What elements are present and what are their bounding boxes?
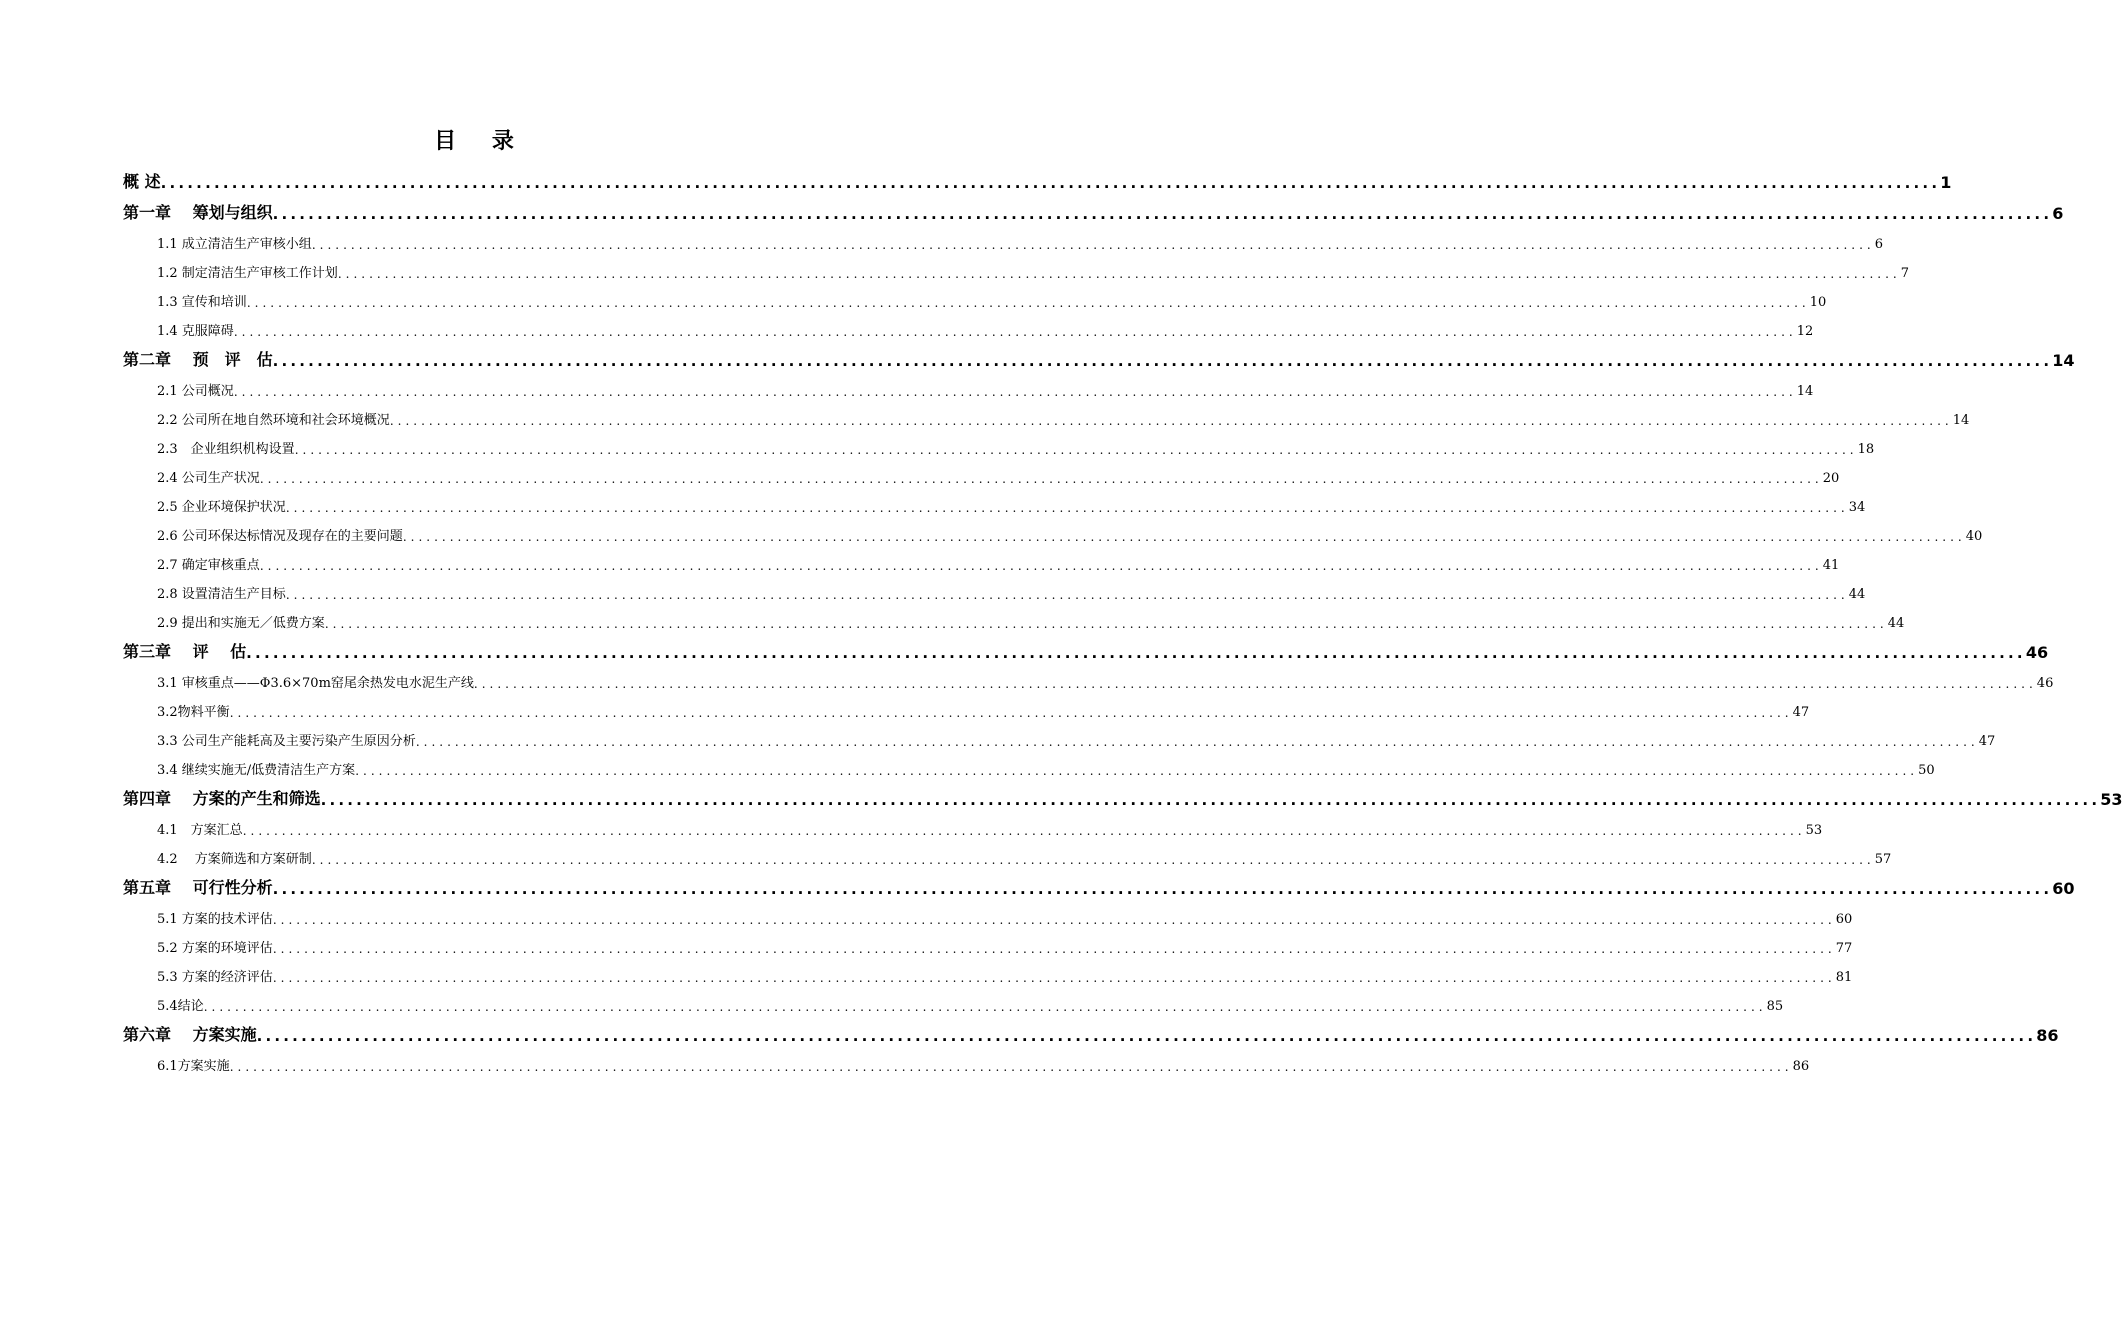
- toc-leader-dots: ........................................................................................................................................................................................................: [324, 617, 1888, 631]
- toc-chapter-entry[interactable]: [123, 778, 2123, 809]
- toc-leader-dots: ........................................................................................................................................................................................................: [272, 913, 1836, 927]
- toc-page-number: 86: [1792, 1059, 1810, 1074]
- toc-leader-dots: ........................................................................................................................................................................................................: [272, 942, 1836, 956]
- toc-leader-dots: ........................................................................................................................................................................................................: [246, 296, 1810, 310]
- toc-section-entry[interactable]: [123, 691, 1810, 720]
- toc-page-number: 46: [2025, 643, 2049, 662]
- toc-entry-label: 1.4 克服障碍: [157, 324, 234, 339]
- toc-chapter-entry[interactable]: [123, 1014, 2059, 1045]
- toc-leader-dots: ........................................................................................................................................................................................................: [294, 443, 1858, 457]
- toc-section-entry[interactable]: [123, 838, 1892, 867]
- toc-leader-dots: ........................................................................................................................................................................................................: [229, 1060, 1793, 1074]
- toc-entry-label: 5.3 方案的经济评估: [157, 970, 273, 985]
- toc-section-entry[interactable]: [123, 985, 1784, 1014]
- toc-entry-label: 2.4 公司生产状况: [157, 471, 260, 486]
- toc-page-number: 20: [1822, 471, 1840, 486]
- toc-entry-label: 2.9 提出和实施无／低费方案: [157, 616, 325, 631]
- toc-entry-label: 2.7 确定审核重点: [157, 558, 260, 573]
- toc-entry-label: 5.4结论: [157, 999, 204, 1014]
- toc-page-number: 60: [1835, 912, 1853, 927]
- toc-section-entry[interactable]: [123, 457, 1840, 486]
- toc-leader-dots: ........................................................................................................................................................................................................: [160, 174, 1941, 192]
- toc-entry-label: 2.2 公司所在地自然环境和社会环境概况: [157, 413, 390, 428]
- toc-entry-label: 5.2 方案的环境评估: [157, 941, 273, 956]
- toc-entry-label: 第四章 方案的产生和筛选: [123, 789, 321, 808]
- toc-chapter-entry[interactable]: [123, 867, 2075, 898]
- toc-section-entry[interactable]: [123, 662, 2054, 691]
- toc-page-number: 86: [2036, 1026, 2059, 1045]
- toc-page-number: 47: [1978, 734, 1996, 749]
- toc-entry-label: 第六章 方案实施: [123, 1025, 257, 1044]
- toc-page-number: 7: [1900, 266, 1909, 281]
- toc-leader-dots: ........................................................................................................................................................................................................: [229, 706, 1793, 720]
- toc-leader-dots: ........................................................................................................................................................................................................: [402, 530, 1966, 544]
- page-title: 目 录: [434, 129, 516, 154]
- toc-section-entry[interactable]: [123, 281, 1827, 310]
- toc-leader-dots: ........................................................................................................................................................................................................: [355, 764, 1919, 778]
- toc-leader-dots: ........................................................................................................................................................................................................: [473, 677, 2037, 691]
- toc-leader-dots: ........................................................................................................................................................................................................: [320, 791, 2101, 809]
- toc-leader-dots: ........................................................................................................................................................................................................: [233, 385, 1797, 399]
- toc-leader-dots: ........................................................................................................................................................................................................: [246, 644, 2026, 662]
- toc-page-number: 85: [1766, 999, 1784, 1014]
- toc-leader-dots: ........................................................................................................................................................................................................: [272, 880, 2053, 898]
- table-of-contents: [123, 164, 2123, 1074]
- toc-leader-dots: ........................................................................................................................................................................................................: [259, 559, 1823, 573]
- toc-entry-label: 3.1 审核重点——Φ3.6×70m窑尾余热发电水泥生产线: [157, 676, 474, 691]
- toc-leader-dots: ........................................................................................................................................................................................................: [272, 971, 1836, 985]
- toc-entry-label: 第五章 可行性分析: [123, 878, 273, 897]
- toc-section-entry[interactable]: [123, 428, 1875, 457]
- toc-entry-label: 5.1 方案的技术评估: [157, 912, 273, 927]
- toc-leader-dots: ........................................................................................................................................................................................................: [259, 472, 1823, 486]
- toc-entry-label: 2.1 公司概况: [157, 384, 234, 399]
- toc-entry-label: 4.1 方案汇总: [157, 823, 243, 838]
- toc-section-entry[interactable]: [123, 515, 1983, 544]
- toc-page-number: 40: [1965, 529, 1983, 544]
- toc-page-number: 34: [1848, 500, 1866, 515]
- toc-page-number: 46: [2036, 676, 2054, 691]
- toc-chapter-entry[interactable]: [123, 164, 1952, 192]
- toc-section-entry[interactable]: [123, 399, 1970, 428]
- toc-leader-dots: ........................................................................................................................................................................................................: [311, 853, 1875, 867]
- toc-leader-dots: ........................................................................................................................................................................................................: [285, 588, 1849, 602]
- toc-section-entry[interactable]: [123, 544, 1840, 573]
- toc-leader-dots: ........................................................................................................................................................................................................: [272, 205, 2053, 223]
- toc-entry-label: 3.3 公司生产能耗高及主要污染产生原因分析: [157, 734, 416, 749]
- toc-entry-label: 4.2 方案筛选和方案研制: [157, 852, 312, 867]
- toc-page-number: 47: [1792, 705, 1810, 720]
- toc-entry-label: 2.6 公司环保达标情况及现存在的主要问题: [157, 529, 403, 544]
- toc-section-entry[interactable]: [123, 809, 1823, 838]
- toc-leader-dots: ........................................................................................................................................................................................................: [415, 735, 1979, 749]
- toc-entry-label: 2.5 企业环境保护状况: [157, 500, 286, 515]
- toc-page-number: 81: [1835, 970, 1853, 985]
- toc-page-number: 6: [2052, 204, 2064, 223]
- toc-section-entry[interactable]: [123, 927, 1853, 956]
- toc-chapter-entry[interactable]: [123, 192, 2064, 223]
- toc-page-number: 44: [1887, 616, 1905, 631]
- toc-entry-label: 2.3 企业组织机构设置: [157, 442, 295, 457]
- toc-page-number: 10: [1809, 295, 1827, 310]
- toc-entry-label: 第二章 预 评 估: [123, 350, 273, 369]
- toc-page-number: 44: [1848, 587, 1866, 602]
- toc-chapter-entry[interactable]: [123, 339, 2075, 370]
- toc-section-entry[interactable]: [123, 720, 1996, 749]
- toc-leader-dots: ........................................................................................................................................................................................................: [242, 824, 1806, 838]
- toc-entry-label: 2.8 设置清洁生产目标: [157, 587, 286, 602]
- toc-page-number: 18: [1857, 442, 1875, 457]
- toc-leader-dots: ........................................................................................................................................................................................................: [285, 501, 1849, 515]
- toc-page-number: 77: [1835, 941, 1853, 956]
- toc-section-entry[interactable]: [123, 1045, 1810, 1074]
- toc-leader-dots: ........................................................................................................................................................................................................: [272, 352, 2053, 370]
- toc-page-number: 14: [1796, 384, 1814, 399]
- toc-page-number: 12: [1796, 324, 1814, 339]
- toc-section-entry[interactable]: [123, 370, 1814, 399]
- toc-entry-label: 第三章 评 估: [123, 642, 247, 661]
- toc-entry-label: 1.3 宣传和培训: [157, 295, 247, 310]
- toc-section-entry[interactable]: [123, 310, 1814, 339]
- toc-section-entry[interactable]: [123, 223, 1883, 252]
- toc-chapter-entry[interactable]: [123, 631, 2049, 662]
- toc-section-entry[interactable]: [123, 252, 1909, 281]
- toc-entry-label: 3.4 继续实施无/低费清洁生产方案: [157, 763, 356, 778]
- toc-entry-label: 第一章 筹划与组织: [123, 203, 273, 222]
- toc-leader-dots: ........................................................................................................................................................................................................: [337, 267, 1901, 281]
- toc-section-entry[interactable]: [123, 486, 1866, 515]
- toc-page-number: 1: [1940, 173, 1952, 192]
- toc-leader-dots: ........................................................................................................................................................................................................: [256, 1027, 2037, 1045]
- toc-section-entry[interactable]: [123, 749, 1935, 778]
- toc-section-entry[interactable]: [123, 573, 1866, 602]
- toc-page-number: 60: [2052, 879, 2075, 898]
- toc-entry-label: 概 述: [123, 172, 161, 191]
- toc-leader-dots: ........................................................................................................................................................................................................: [389, 414, 1953, 428]
- toc-leader-dots: ........................................................................................................................................................................................................: [203, 1000, 1767, 1014]
- toc-section-entry[interactable]: [123, 956, 1853, 985]
- toc-entry-label: 1.1 成立清洁生产审核小组: [157, 237, 312, 252]
- toc-page-number: 50: [1918, 763, 1935, 778]
- toc-page-number: 57: [1874, 852, 1892, 867]
- toc-leader-dots: ........................................................................................................................................................................................................: [233, 325, 1797, 339]
- toc-page-number: 6: [1874, 237, 1883, 252]
- toc-entry-label: 3.2物料平衡: [157, 705, 230, 720]
- toc-section-entry[interactable]: [123, 602, 1905, 631]
- toc-page-number: 14: [1952, 413, 1970, 428]
- toc-page-number: 53: [1805, 823, 1823, 838]
- toc-page-number: 14: [2052, 351, 2075, 370]
- toc-page-number: 41: [1822, 558, 1840, 573]
- toc-entry-label: 6.1方案实施: [157, 1059, 230, 1074]
- toc-page-number: 53: [2100, 790, 2123, 809]
- toc-section-entry[interactable]: [123, 898, 1853, 927]
- toc-leader-dots: ........................................................................................................................................................................................................: [311, 238, 1875, 252]
- toc-entry-label: 1.2 制定清洁生产审核工作计划: [157, 266, 338, 281]
